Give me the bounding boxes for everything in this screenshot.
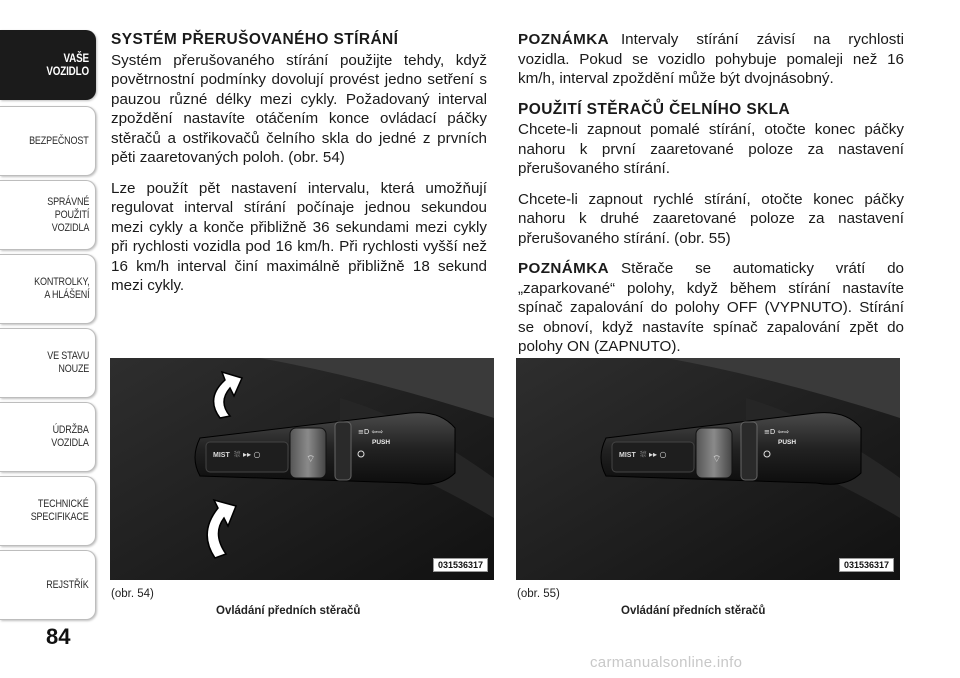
wiper-stalk-illustration xyxy=(110,358,494,580)
note-text: Stěrače se automaticky vrátí do „zaparkované“ polohy, když během stírání nastavíte spínač zapalování do polohy OFF (VYPNUTO). Stírání se obnoví, když nastavíte spínač zapalování zpět do polohy ON (ZAPNUTO). xyxy=(518,260,904,355)
paragraph: Chcete-li zapnout rychlé stírání, otočte konec páčky nahoru k druhé zaaretované poloze za nastavení přerušovaného stírání. (obr. 55) xyxy=(518,190,904,247)
paragraph: Chcete-li zapnout pomalé stírání, otočte konec páčky nahoru k první zaaretované poloze za nastavení přerušovaného stírání. xyxy=(518,121,904,177)
wiper-stalk-illustration xyxy=(516,358,900,580)
mist-label: MIST xyxy=(213,452,230,459)
figure-code: 031536317 xyxy=(433,558,488,572)
note xyxy=(518,259,904,357)
headlamp-icons: ≡D ⇦⇨ xyxy=(358,428,384,436)
paragraph: Systém přerušovaného stírání použijte tehdy, když povětrnostní podmínky dovolují provést jedno setření s pauzou různé délky mezi cykly. Požadovaný interval zpoždění nastavíte otáčením konce ovládací páčky stěračů a ostřikovačů čelního skla do jedné z prvních pěti zaaretovaných poloh. (obr. 54) xyxy=(111,51,487,166)
chapter-sidebar xyxy=(0,0,100,630)
push-label: PUSH xyxy=(372,439,391,446)
figure-wiper-control-55 xyxy=(516,358,900,580)
tab-technicke-specifikace[interactable]: TECHNICKÉ SPECIFIKACE xyxy=(0,476,96,546)
figure-caption: Ovládání předních stěračů xyxy=(216,605,361,617)
tab-rejstrik[interactable]: REJSTŘÍK xyxy=(0,550,96,620)
wiper-symbols: ⛆ ▸▸ ○ xyxy=(234,450,261,459)
page-number: 84 xyxy=(46,624,71,649)
note-text: Intervaly stírání závisí na rychlosti vozidla. Pokud se vozidlo pohybuje pomaleji než 16 km/h, interval zpoždění může být dvojnásobný. xyxy=(518,31,904,87)
tab-spravne-pouziti[interactable]: SPRÁVNÉ POUŽITÍ VOZIDLA xyxy=(0,180,96,250)
figure-code: 031536317 xyxy=(839,558,894,572)
note xyxy=(518,30,904,89)
headlamp-icons: ≡D ⇦⇨ xyxy=(764,428,790,436)
mist-label: MIST xyxy=(619,452,636,459)
figure-number: (obr. 55) xyxy=(517,588,560,600)
tab-bezpecnost[interactable]: BEZPEČNOST xyxy=(0,106,96,176)
wiper-symbols: ⛆ ▸▸ ○ xyxy=(640,450,667,459)
washer-icon: ⌔ xyxy=(712,454,722,465)
section-heading-intermittent: SYSTÉM PŘERUŠOVANÉHO STÍRÁNÍ xyxy=(111,31,399,48)
section-heading-windshield-wipers: POUŽITÍ STĚRAČŮ ČELNÍHO SKLA xyxy=(518,100,791,118)
tab-ve-stavu-nouze[interactable]: VE STAVU NOUZE xyxy=(0,328,96,398)
tab-vase-vozidlo[interactable]: VAŠE VOZIDLO xyxy=(0,30,96,100)
left-column xyxy=(111,30,487,307)
note-label: POZNÁMKA xyxy=(518,31,609,48)
figure-caption: Ovládání předních stěračů xyxy=(621,605,766,617)
right-column xyxy=(518,30,904,368)
note-label: POZNÁMKA xyxy=(518,260,609,277)
figure-wiper-control-54 xyxy=(110,358,494,580)
figure-number: (obr. 54) xyxy=(111,588,154,600)
washer-icon: ⌔ xyxy=(306,454,316,465)
paragraph: Lze použít pět nastavení intervalu, která umožňují regulovat interval stírání počínaje jednou sekundou mezi cykly a konče přibližně 36 sekundami mezi cykly při rychlosti vozidla pod 16 km/h. Při rychlosti vyšší než 16 km/h interval činí maximálně přibližně 18 sekund mezi cykly. xyxy=(111,179,487,294)
tab-kontrolky[interactable]: KONTROLKY, A HLÁŠENÍ xyxy=(0,254,96,324)
watermark-footer: carmanualsonline.info xyxy=(590,654,743,671)
push-label: PUSH xyxy=(778,439,797,446)
tab-udrzba[interactable]: ÚDRŽBA VOZIDLA xyxy=(0,402,96,472)
